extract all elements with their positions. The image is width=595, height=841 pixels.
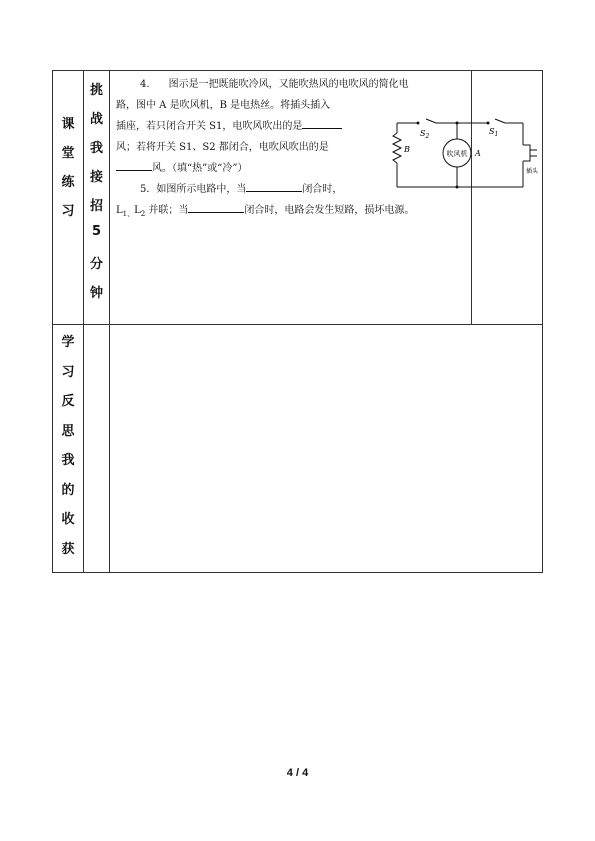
question5-text2c: 并联；当 — [145, 205, 189, 216]
questions-text — [110, 71, 539, 225]
practice-row — [53, 71, 543, 325]
question5-text2d: 闭合时，电路会发生短路，损坏电源。 — [244, 205, 415, 216]
motor-a-label: A — [475, 149, 481, 158]
plug-label: 插头 — [526, 168, 539, 175]
questions-cell — [110, 71, 539, 325]
reflection-label-char: 收 — [61, 512, 75, 527]
challenge-label-char: 我 — [89, 141, 103, 156]
lamp-l1: L — [116, 205, 123, 216]
challenge-label-cell — [84, 71, 110, 325]
question4-line1 — [116, 74, 471, 95]
lamp-l2: L — [134, 205, 141, 216]
practice-label-char: 堂 — [61, 146, 75, 161]
practice-label-char: 习 — [61, 204, 75, 219]
challenge-label-char: 接 — [89, 170, 103, 185]
practice-label-cell — [53, 71, 84, 325]
answer-blank-parallel[interactable] — [246, 180, 302, 192]
reflection-label-char: 学 — [61, 335, 75, 350]
reflection-row — [53, 325, 543, 573]
question4-text4: 风；若将开关 S1、S2 都闭合，电吹风吹出的是 — [116, 142, 329, 153]
motor-text: 吹风机 — [446, 150, 468, 158]
answer-blank-hot[interactable] — [116, 159, 152, 171]
question4-text5: 风。（填“热”或“冷”） — [152, 163, 248, 174]
reflection-content-cell[interactable] — [110, 325, 543, 573]
reflection-label-char: 思 — [61, 423, 75, 439]
challenge-label-char: 招 — [89, 199, 103, 214]
question5-text1b: 闭合时， — [302, 184, 343, 195]
hair-dryer-circuit-diagram — [385, 109, 549, 191]
page-number: 4 / 4 — [286, 767, 309, 779]
reflection-spacer-cell — [84, 325, 110, 573]
reflection-label-cell — [53, 325, 84, 573]
challenge-label-char: 挑 — [89, 83, 103, 98]
question4-number: 4. — [140, 79, 150, 90]
reflection-label-char: 反 — [61, 394, 75, 409]
challenge-label-char: 5 — [91, 224, 102, 239]
reflection-label-char: 的 — [61, 482, 75, 498]
reflection-label-char: 习 — [61, 364, 75, 380]
lamp-l2-sub: 2 — [140, 210, 146, 218]
switch-s1-label: $S_1$ — [489, 127, 499, 138]
challenge-label-char: 钟 — [89, 286, 103, 301]
question5-line2 — [116, 200, 471, 225]
answer-blank-cold[interactable] — [302, 117, 342, 129]
practice-label-char: 课 — [61, 117, 75, 132]
lamp-l1-sub: 1、 — [122, 210, 135, 218]
question5-text1: 5．如图所示电路中，当 — [140, 184, 247, 195]
challenge-label-char: 分 — [89, 257, 103, 272]
question4-line2: 路，图中 A 是吹风机，B 是电热丝。将插头插入 — [116, 100, 331, 111]
reflection-label-char: 我 — [61, 453, 75, 468]
reflection-label-char: 获 — [61, 541, 75, 557]
practice-label-char: 练 — [61, 175, 75, 190]
answer-blank-short[interactable] — [188, 201, 244, 213]
worksheet-table — [52, 70, 543, 573]
question4-text1: 图示是一把既能吹冷风，又能吹热风的电吹风的简化电 — [168, 79, 409, 90]
heater-b-label: B — [404, 145, 410, 154]
switch-s2-label: $S_2$ — [420, 129, 430, 140]
question4-text3: 插座，若只闭合开关 S1，电吹风吹出的是 — [116, 121, 303, 132]
challenge-label-char: 战 — [89, 112, 103, 127]
